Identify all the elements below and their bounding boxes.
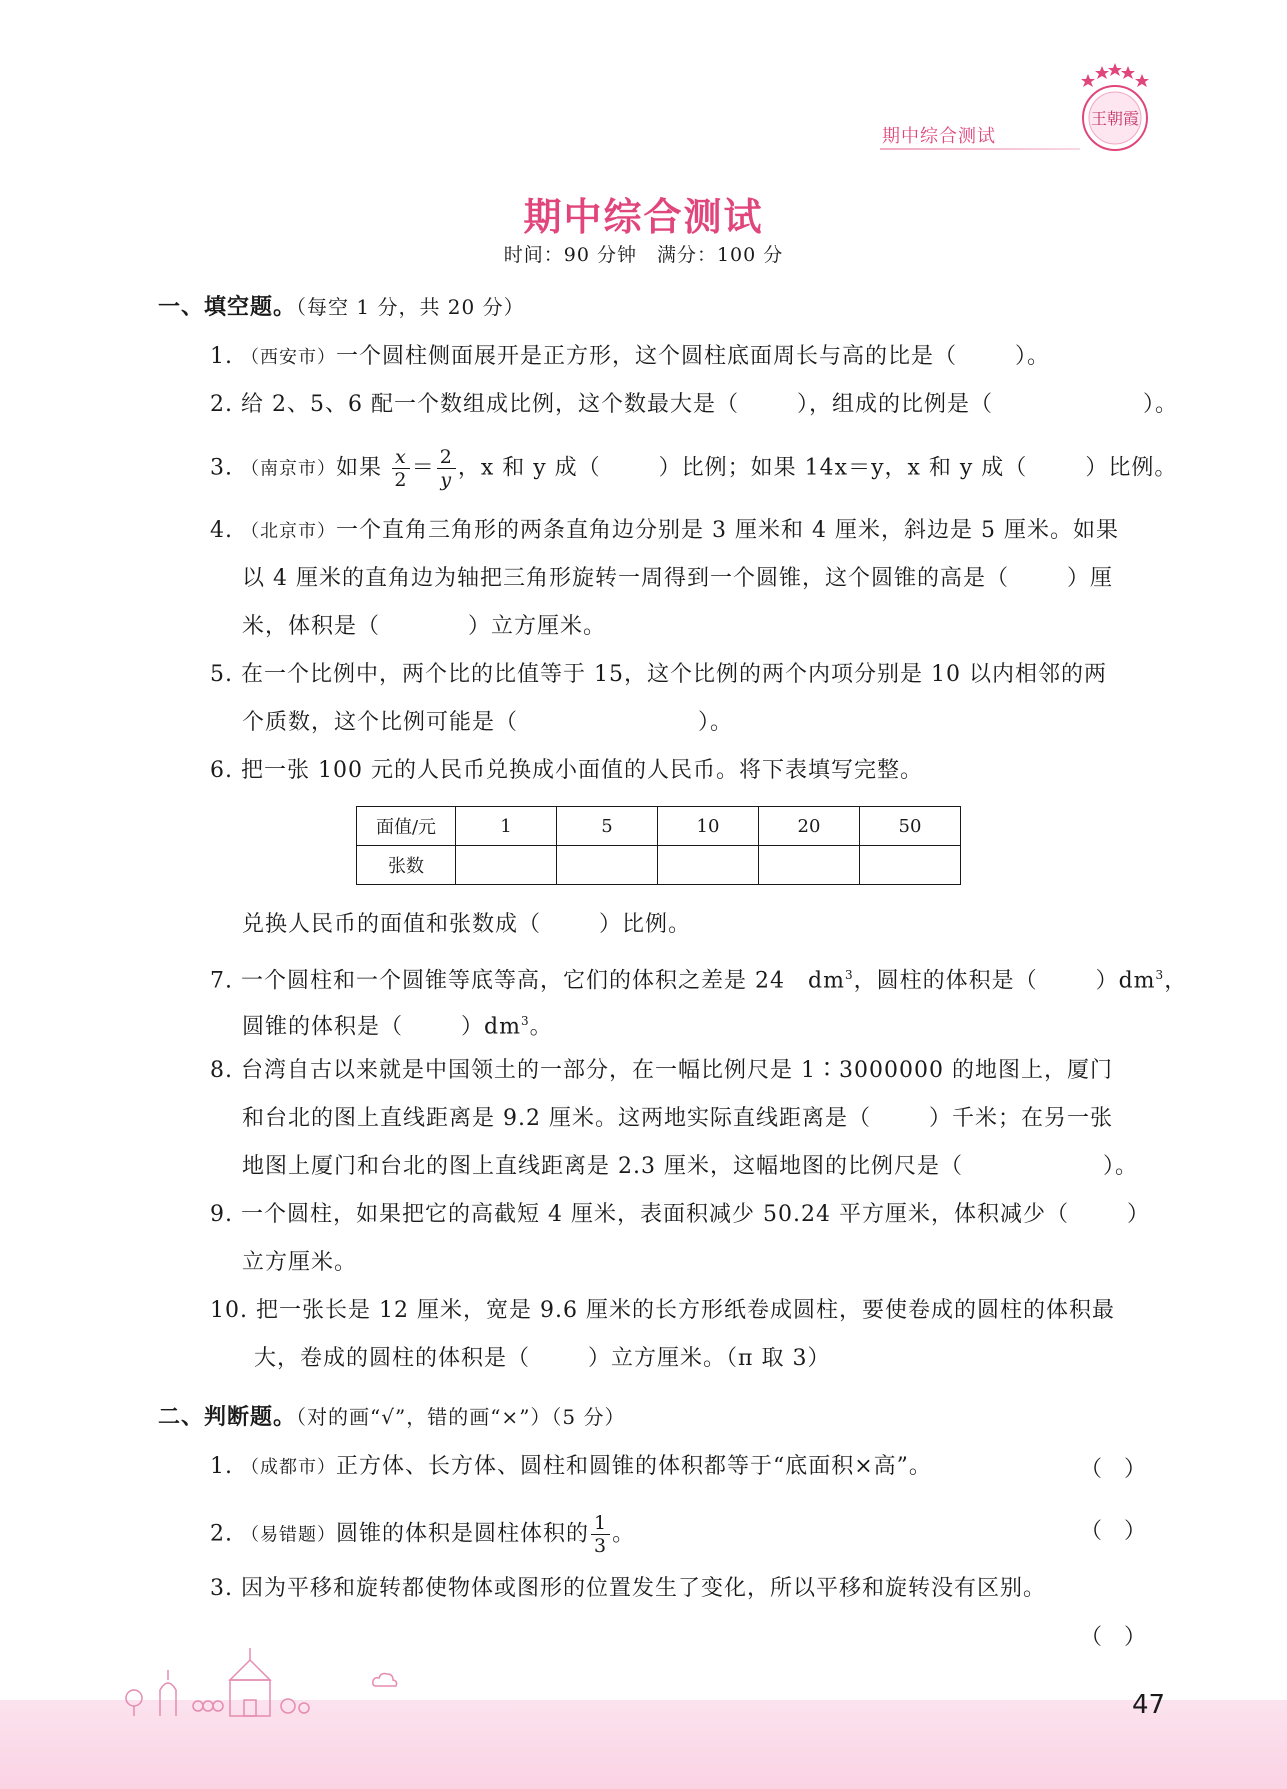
question-number: 5. — [210, 662, 233, 687]
question-number: 1. — [210, 344, 233, 369]
judge-answer-box-1[interactable]: （ ） — [1080, 1457, 1147, 1482]
question-text: 圆锥的体积是（ — [242, 1014, 404, 1040]
table-cell: 50 — [860, 807, 961, 846]
denomination-table — [356, 806, 961, 885]
question-text: ） — [1126, 1202, 1150, 1227]
question-number: 2. — [210, 1521, 233, 1547]
table-answer-cell[interactable] — [658, 846, 759, 885]
question-9-line-1 — [210, 1200, 1150, 1230]
section2-note: （对的画“√”，错的画“×”）（5 分） — [296, 1405, 626, 1429]
question-text: ）立方厘米。（π 取 3） — [588, 1346, 831, 1371]
question-7-line-2 — [242, 1006, 553, 1042]
question-text: 给 2、5、6 配一个数组成比例，这个数最大是（ — [241, 392, 739, 417]
page-number: 47 — [1132, 1690, 1166, 1720]
judge-answer-box-2[interactable]: （ ） — [1080, 1519, 1147, 1544]
fraction-1-over-3: $\frac{1}{3}$ — [591, 1512, 610, 1557]
exam-time-score: 时间：90 分钟 满分：100 分 — [503, 244, 784, 266]
question-source: （南京市） — [241, 458, 336, 480]
question-text: ），组成的比例是（ — [796, 392, 993, 417]
section1-heading: 一、填空题。 — [158, 295, 297, 320]
table-cell: 10 — [658, 807, 759, 846]
question-source: （易错题） — [241, 1524, 336, 1546]
question-text: 把一张 100 元的人民币兑换成小面值的人民币。将下表填写完整。 — [241, 758, 923, 783]
question-text: ， — [1164, 968, 1188, 994]
castle-illustration — [120, 1640, 320, 1720]
header-underline — [880, 148, 1080, 150]
judge-question-1 — [210, 1452, 932, 1483]
logo-text: 王朝霞 — [1090, 109, 1140, 128]
question-text: ）。 — [1102, 1154, 1138, 1179]
question-4-line-3 — [242, 612, 606, 642]
fraction-2-over-y: $\frac{2}{y}$ — [437, 446, 456, 491]
superscript: 3 — [844, 968, 854, 982]
question-text: 个质数，这个比例可能是（ — [242, 710, 519, 735]
question-3 — [210, 446, 1177, 491]
question-text: ，圆柱的体积是（ — [853, 968, 1038, 994]
publisher-logo — [1070, 60, 1160, 160]
question-text: ）dm — [461, 1014, 521, 1040]
table-answer-cell[interactable] — [456, 846, 557, 885]
question-number: 9. — [210, 1202, 233, 1227]
question-number: 4. — [210, 518, 233, 543]
question-text: 正方体、长方体、圆柱和圆锥的体积都等于“底面积×高”。 — [336, 1454, 932, 1479]
question-text: ）dm — [1095, 968, 1156, 994]
table-row — [357, 807, 961, 846]
question-number: 10. — [210, 1298, 248, 1323]
question-text: ，x 和 y 成（ — [457, 455, 601, 481]
question-text: 立方厘米。 — [242, 1250, 358, 1275]
cloud-icon — [370, 1668, 400, 1692]
question-1 — [210, 342, 1050, 373]
judge-question-3 — [210, 1574, 1046, 1604]
table-header-cell: 张数 — [357, 846, 456, 885]
question-5-line-1 — [210, 660, 1107, 690]
question-text: 在一个比例中，两个比的比值等于 15，这个比例的两个内项分别是 10 以内相邻的两 — [241, 662, 1107, 687]
question-number: 2. — [210, 392, 233, 417]
page-title: 期中综合测试 — [523, 195, 764, 239]
question-text: ）比例；如果 14x＝y，x 和 y 成（ — [658, 455, 1028, 481]
question-text: 因为平移和旋转都使物体或图形的位置发生了变化，所以平移和旋转没有区别。 — [241, 1576, 1047, 1601]
question-number: 1. — [210, 1454, 233, 1479]
question-8-line-3 — [242, 1152, 1138, 1182]
question-text: 。 — [612, 1521, 636, 1547]
question-text: ）立方厘米。 — [468, 614, 607, 639]
question-text: ）比例。 — [599, 912, 692, 937]
question-4-line-1 — [210, 516, 1119, 547]
equals-sign: ＝ — [411, 455, 435, 481]
table-cell: 1 — [456, 807, 557, 846]
question-text: 。 — [529, 1014, 553, 1040]
question-source: （西安市） — [241, 347, 336, 368]
question-text: ）厘 — [1067, 566, 1114, 591]
judge-question-2 — [210, 1512, 635, 1557]
fraction-x-over-2: $\frac{x}{2}$ — [392, 446, 410, 491]
question-7-line-1 — [210, 960, 1187, 996]
question-text: 一个圆柱，如果把它的高截短 4 厘米，表面积减少 50.24 平方厘米，体积减少（ — [241, 1202, 1069, 1227]
table-cell: 5 — [557, 807, 658, 846]
question-6 — [210, 756, 923, 786]
question-text: 如果 — [336, 455, 383, 481]
question-5-line-2 — [242, 708, 733, 738]
question-source: （北京市） — [241, 521, 336, 542]
section1-header — [158, 292, 525, 323]
question-text: 台湾自古以来就是中国领土的一部分，在一幅比例尺是 1∶3000000 的地图上，厦门 — [241, 1058, 1113, 1083]
question-text: ）千米；在另一张 — [928, 1106, 1113, 1131]
question-6-followup — [242, 910, 691, 940]
question-text: 以 4 厘米的直角边为轴把三角形旋转一周得到一个圆锥，这个圆锥的高是（ — [242, 566, 1009, 591]
superscript: 3 — [1155, 968, 1165, 982]
question-text: 把一张长是 12 厘米，宽是 9.6 厘米的长方形纸卷成圆柱，要使卷成的圆柱的体积最 — [256, 1298, 1115, 1323]
superscript: 3 — [520, 1014, 530, 1028]
question-text: ）。 — [1143, 392, 1179, 417]
judge-answer-box-3[interactable]: （ ） — [1080, 1625, 1147, 1650]
question-text: 圆锥的体积是圆柱体积的 — [336, 1521, 590, 1547]
question-text: 地图上厦门和台北的图上直线距离是 2.3 厘米，这幅地图的比例尺是（ — [242, 1154, 963, 1179]
question-number: 3. — [210, 455, 233, 481]
question-number: 6. — [210, 758, 233, 783]
header-section-tag: 期中综合测试 — [882, 126, 996, 147]
question-source: （成都市） — [241, 1457, 336, 1478]
table-cell: 20 — [759, 807, 860, 846]
table-answer-cell[interactable] — [557, 846, 658, 885]
question-text: ）比例。 — [1085, 455, 1178, 481]
question-10-line-1 — [210, 1296, 1115, 1326]
question-text: 一个直角三角形的两条直角边分别是 3 厘米和 4 厘米，斜边是 5 厘米。如果 — [336, 518, 1119, 543]
question-text: ）。 — [1015, 344, 1051, 369]
section2-header — [158, 1402, 626, 1433]
question-8-line-2 — [242, 1104, 1113, 1134]
section1-note: （每空 1 分，共 20 分） — [296, 295, 525, 319]
table-header-cell: 面值/元 — [357, 807, 456, 846]
question-text: 米，体积是（ — [242, 614, 381, 639]
question-9-line-2 — [242, 1248, 357, 1278]
table-row — [357, 846, 961, 885]
question-text: 兑换人民币的面值和张数成（ — [242, 912, 542, 937]
question-number: 8. — [210, 1058, 233, 1083]
question-2 — [210, 390, 1178, 420]
question-4-line-2 — [242, 564, 1113, 594]
question-8-line-1 — [210, 1056, 1113, 1086]
table-answer-cell[interactable] — [860, 846, 961, 885]
question-text: 一个圆柱侧面展开是正方形，这个圆柱底面周长与高的比是（ — [336, 344, 958, 369]
question-text: 一个圆柱和一个圆锥等底等高，它们的体积之差是 24 dm — [241, 968, 845, 994]
table-answer-cell[interactable] — [759, 846, 860, 885]
question-text: 大，卷成的圆柱的体积是（ — [254, 1346, 531, 1371]
question-text: ）。 — [698, 710, 734, 735]
question-10-line-2 — [254, 1344, 830, 1374]
question-number: 7. — [210, 968, 233, 994]
section2-heading: 二、判断题。 — [158, 1405, 297, 1430]
question-number: 3. — [210, 1576, 233, 1601]
question-text: 和台北的图上直线距离是 9.2 厘米。这两地实际直线距离是（ — [242, 1106, 871, 1131]
